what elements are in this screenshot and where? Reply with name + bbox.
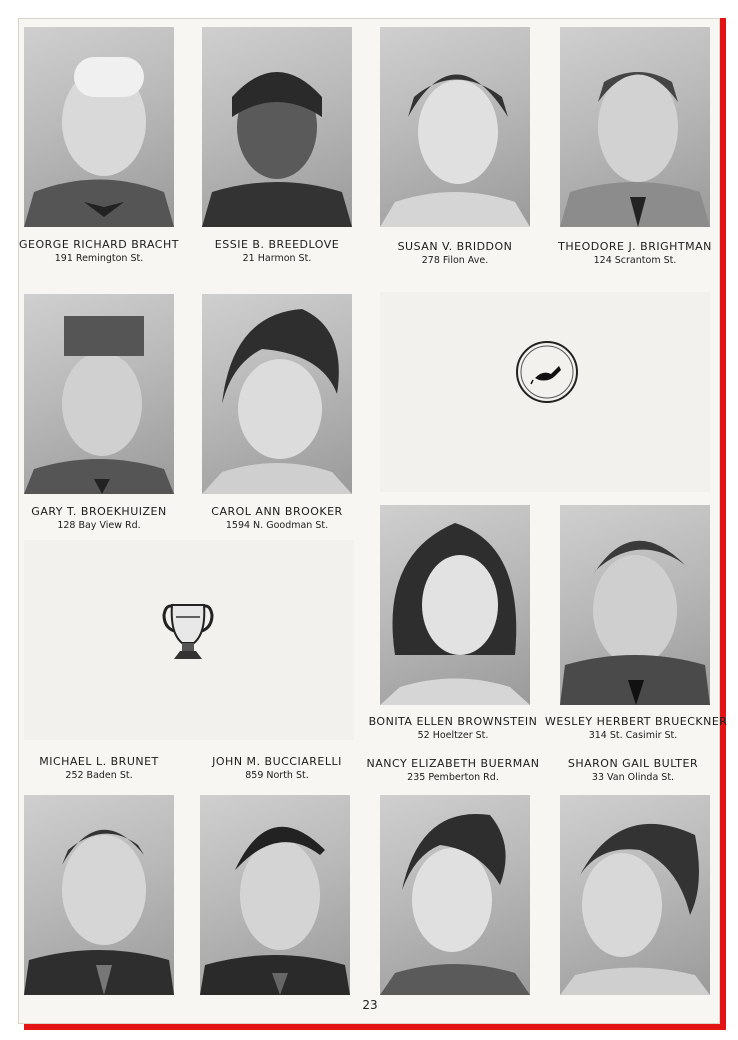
student-portrait [560,27,710,227]
student-caption [545,715,728,743]
student-address: 252 Baden St. [65,770,133,781]
student-name: GEORGE RICHARD BRACHT [19,238,179,251]
student-portrait [560,795,710,995]
student-address: 235 Pemberton Rd. [407,772,499,783]
student-caption [189,755,365,783]
student-portrait [380,27,530,227]
student-name: GARY T. BROEKHUIZEN [31,505,167,518]
student-address: 128 Bay View Rd. [57,520,141,531]
student-name: BONITA ELLEN BROWNSTEIN [368,715,538,728]
student-name: SHARON GAIL BULTER [567,757,699,770]
student-name: WESLEY HERBERT BRUECKNER [545,715,728,728]
student-name: SUSAN V. BRIDDON [397,240,513,253]
student-name: THEODORE J. BRIGHTMAN [558,240,712,253]
student-caption [189,238,365,266]
student-portrait [560,505,710,705]
student-portrait [380,795,530,995]
student-name: NANCY ELIZABETH BUERMAN [366,757,540,770]
student-name: MICHAEL L. BRUNET [39,755,159,768]
student-address: 124 Scrantom St. [593,255,677,266]
student-caption [11,238,187,266]
student-portrait [24,294,174,494]
student-address: 1594 N. Goodman St. [225,520,329,531]
student-caption [367,240,543,268]
student-portrait [202,294,352,494]
student-portrait [200,795,350,995]
student-name: JOHN M. BUCCIARELLI [212,755,342,768]
student-caption [547,240,723,268]
seal-emblem-icon [515,340,579,404]
student-portrait [24,27,174,227]
student-caption [365,757,541,785]
student-address: 21 Harmon St. [242,253,312,264]
student-address: 278 Filon Ave. [421,255,489,266]
page-number: 23 [362,998,378,1012]
trophy-urn-icon [160,597,216,667]
student-address: 33 Van Olinda St. [591,772,675,783]
student-address: 52 Hoeltzer St. [417,730,489,741]
student-name: CAROL ANN BROOKER [211,505,343,518]
student-caption [365,715,541,743]
student-name: ESSIE B. BREEDLOVE [214,238,340,251]
student-caption [189,505,365,533]
student-caption [11,505,187,533]
student-caption [11,755,187,783]
student-address: 191 Remington St. [54,253,144,264]
student-address: 859 North St. [245,770,309,781]
student-portrait [380,505,530,705]
student-address: 314 St. Casimir St. [588,730,678,741]
student-portrait [24,795,174,995]
student-caption [545,757,721,785]
student-portrait [202,27,352,227]
